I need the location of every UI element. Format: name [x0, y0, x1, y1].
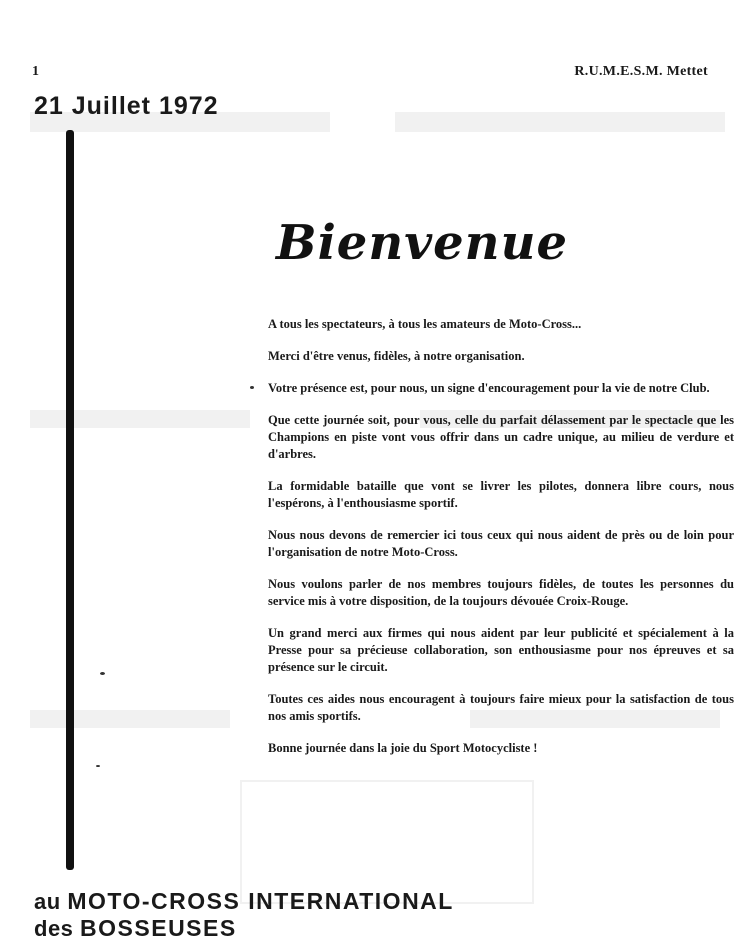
paragraph: La formidable bataille que vont se livrer les pilotes, donnera libre cours, nous l'espérons, à l'enthousiasme sportif.: [268, 479, 734, 510]
closing-line: Bonne journée dans la joie du Sport Motocycliste !: [268, 741, 538, 755]
event-title: [34, 888, 454, 942]
paragraph: Nous voulons parler de nos membres toujours fidèles, de toutes les personnes du service mis à votre disposition, de la toujours dévouée Croix-Rouge.: [268, 577, 734, 608]
event-date: 21 Juillet 1972: [34, 92, 219, 120]
event-title-prefix: au: [34, 889, 61, 914]
event-title-main: MOTO-CROSS INTERNATIONAL: [67, 888, 454, 914]
print-speck: [250, 386, 254, 389]
paragraph: Que cette journée soit, pour vous, celle du parfait délassement par le spectacle que les Champions en piste vont vous offrir dans un cadre unique, au milieu de verdure et d'arbres.: [268, 413, 734, 461]
welcome-message: [268, 316, 734, 772]
paragraph: Toutes ces aides nous encouragent à toujours faire mieux pour la satisfaction de tous nos amis sportifs.: [268, 692, 734, 723]
show-through-shape: [395, 112, 725, 132]
paragraph: Merci d'être venus, fidèles, à notre organisation.: [268, 349, 525, 363]
show-through-shape: [240, 780, 534, 904]
publisher-header: R.U.M.E.S.M. Mettet: [574, 64, 708, 79]
event-title-line-1: [34, 888, 454, 915]
welcome-title: Bienvenue: [276, 215, 569, 271]
paragraph: Un grand merci aux firmes qui nous aident par leur publicité et spécialement à la Presse pour sa précieuse collaboration, son enthousiasme pour nos épreuves et sa présence sur le circuit.: [268, 626, 734, 674]
show-through-shape: [30, 410, 250, 428]
event-title-prefix: des: [34, 916, 74, 941]
page-number: 1: [32, 64, 39, 79]
event-title-main: BOSSEUSES: [80, 915, 237, 941]
vertical-rule: [66, 130, 74, 870]
event-title-line-2: [34, 915, 454, 942]
show-through-shape: [30, 710, 230, 728]
print-speck: [100, 672, 105, 675]
paragraph: Nous nous devons de remercier ici tous ceux qui nous aident de près ou de loin pour l'organisation de notre Moto-Cross.: [268, 528, 734, 559]
print-speck: [96, 765, 100, 767]
paragraph: Votre présence est, pour nous, un signe d'encouragement pour la vie de notre Club.: [268, 381, 710, 395]
paragraph: A tous les spectateurs, à tous les amateurs de Moto-Cross...: [268, 317, 582, 331]
